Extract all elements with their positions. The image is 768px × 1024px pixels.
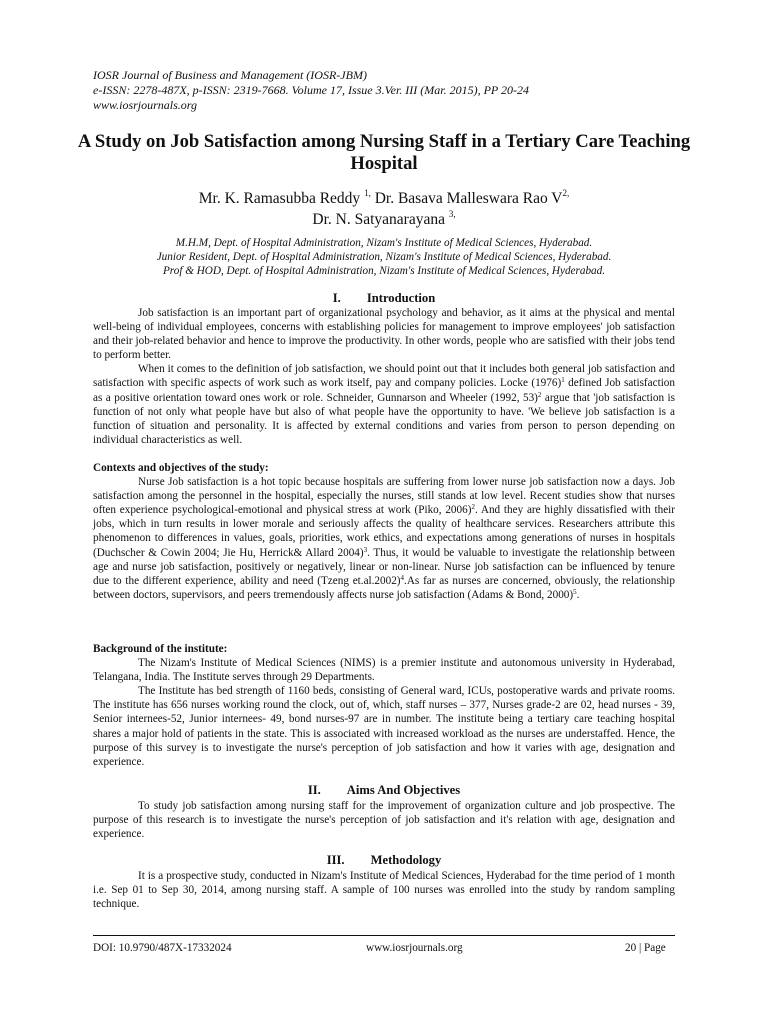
introduction-body — [93, 306, 675, 447]
methodology-body — [93, 869, 675, 911]
section-title: Aims And Objectives — [346, 783, 461, 797]
footer-website: www.iosrjournals.org — [366, 942, 463, 954]
section-number: II. — [307, 783, 321, 797]
citation-ref: 5 — [573, 587, 577, 596]
citation-ref: 4 — [400, 573, 405, 582]
author-list — [60, 188, 708, 230]
aims-body — [93, 799, 675, 841]
affiliation-2: Junior Resident, Dept. of Hospital Administration, Nizam's Institute of Medical Sciences, Hyderabad. — [156, 251, 612, 263]
paragraph: Job satisfaction is an important part of organizational psychology and behavior, as it aims at the physical and mental well-being of individual employees, concerns with establishing policies for management to improve employees' job satisfaction and their job-related behavior and hence to improve the productivity. In other words, people who are satisfied with their jobs tend to perform better. — [93, 307, 675, 362]
section-title: Methodology — [370, 853, 442, 867]
footer-doi: DOI: 10.9790/487X-17332024 — [93, 942, 232, 954]
paragraph: When it comes to the definition of job satisfaction, we should point out that it includes both general job satisfaction and satisfaction with specific aspects of work such as work itself, pay and company policies. Locke $(1976)^1$ defined Job satisfaction as a positive orientation toward ones work or role. Schneider, Gunnarson and Wheeler (1992, 53)$^2$ argue that 'job satisfaction is function of not only what people have but also of what people have the opportunity to have. 'We believe job satisfaction is a function of situation and personality. It is affected by external conditions and varies from person to person depending on individual characteristics as well. — [93, 363, 675, 446]
paper-title: A Study on Job Satisfaction among Nursing Staff in a Tertiary Care Teaching Hospital — [77, 131, 691, 174]
paragraph: The Nizam's Institute of Medical Sciences (NIMS) is a premier institute and autonomous university in Hyderabad, Telangana, India. The Institute serves through 29 Departments. — [93, 657, 675, 684]
author-3-affil: 3, — [448, 209, 456, 219]
journal-website: www.iosrjournals.org — [93, 98, 198, 112]
section-title: Introduction — [366, 291, 436, 305]
citation-ref: 2 — [471, 503, 475, 512]
journal-header — [93, 68, 529, 113]
footer-page-number: 20 | Page — [625, 942, 666, 954]
section-number: III. — [326, 853, 345, 867]
affiliation-1: M.H.M, Dept. of Hospital Administration, Nizam's Institute of Medical Sciences, Hyderabad. — [175, 237, 593, 249]
author-2-affil: 2, — [562, 188, 570, 198]
paragraph: The Institute has bed strength of 1160 beds, consisting of General ward, ICUs, postoperative wards and private rooms. The institute has 656 nurses working round the clock, out of, which, staff nurses – 377, Nurses grade-2 are 02, head nurses - 39, Senior internees-52, Junior internees- 49, bond nurses-97 are in number. The institute being a tertiary care teaching hospital shares a major hold of patients in the state. This is associated with increased workload as the nurses are understaffed. Hence, the purpose of this survey is to investigate the nurse's perception of job satisfaction and how it varies with age, designation and experience. — [93, 685, 675, 768]
section-heading-aims — [60, 783, 708, 798]
background-section — [93, 642, 675, 769]
paragraph: It is a prospective study, conducted in Nizam's Institute of Medical Sciences, Hyderabad for the time period of 1 month i.e. Sep 01 to Sep 30, 2014, among nursing staff. A sample of 100 nurses was enrolled into the study by random sampling technique. — [93, 870, 675, 911]
section-heading-methodology — [60, 853, 708, 868]
section-number: I. — [332, 291, 341, 305]
journal-issn: e-ISSN: 2278-487X, p-ISSN: 2319-7668. Volume 17, Issue 3.Ver. III (Mar. 2015), PP 20-24 — [93, 83, 530, 97]
author-1-affil: 1, — [364, 188, 371, 198]
citation-ref: 3 — [363, 545, 368, 554]
journal-name: IOSR Journal of Business and Management (IOSR-JBM) — [93, 68, 367, 82]
contexts-section — [93, 461, 675, 602]
citation-ref: 1 — [561, 376, 565, 385]
subheading-contexts: Contexts and objectives of the study: — [93, 462, 269, 474]
author-1: Mr. K. Ramasubba Reddy — [198, 190, 361, 207]
subheading-background: Background of the institute: — [93, 643, 228, 655]
affiliation-3: Prof & HOD, Dept. of Hospital Administration, Nizam's Institute of Medical Sciences, Hyderabad. — [162, 265, 606, 277]
paragraph: Nurse Job satisfaction is a hot topic because hospitals are suffering from lower nurse job satisfaction now a days. Job satisfaction among the personnel in the hospital, especially the nurses, still stands at low level. Recent studies show that nurses often experience psychological-emotional and physical stress at work (Piko, 2006)$^2$. And they are highly dissatisfied with their jobs, which in turn results in lower morale and seriously affects the quality of healthcare services. Researchers attribute this phenomenon to differences in values, goals, priorities, work ethics, and expectations among generations of nurses in hospitals (Duchscher & Cowin 2004; Jie Hu, Herrick& Allard 2004)$^3$. Thus, it would be valuable to investigate the relationship between age and nurse job satisfaction, positively or negatively, linear or non-linear. Nurse job satisfaction can be influenced by tenure due to the different experience, ability and need (Tzeng et.al.2002)$^4$.As far as nurses are concerned, obviously, the relationship between doctors, supervisors, and peers tremendously affects nurse job satisfaction (Adams & Bond, 2000)$^5$. — [93, 476, 676, 601]
section-heading-introduction — [60, 291, 708, 306]
author-3: Dr. N. Satyanarayana — [312, 211, 445, 228]
affiliations — [60, 236, 708, 278]
paragraph: To study job satisfaction among nursing staff for the improvement of organization culture and job prospective. The purpose of this research is to investigate the nurse's perception of job satisfaction and it's relation with age, designation and experience. — [93, 800, 675, 841]
footer-divider — [93, 935, 675, 936]
author-2: Dr. Basava Malleswara Rao V — [374, 190, 563, 207]
citation-ref: 2 — [537, 390, 542, 399]
